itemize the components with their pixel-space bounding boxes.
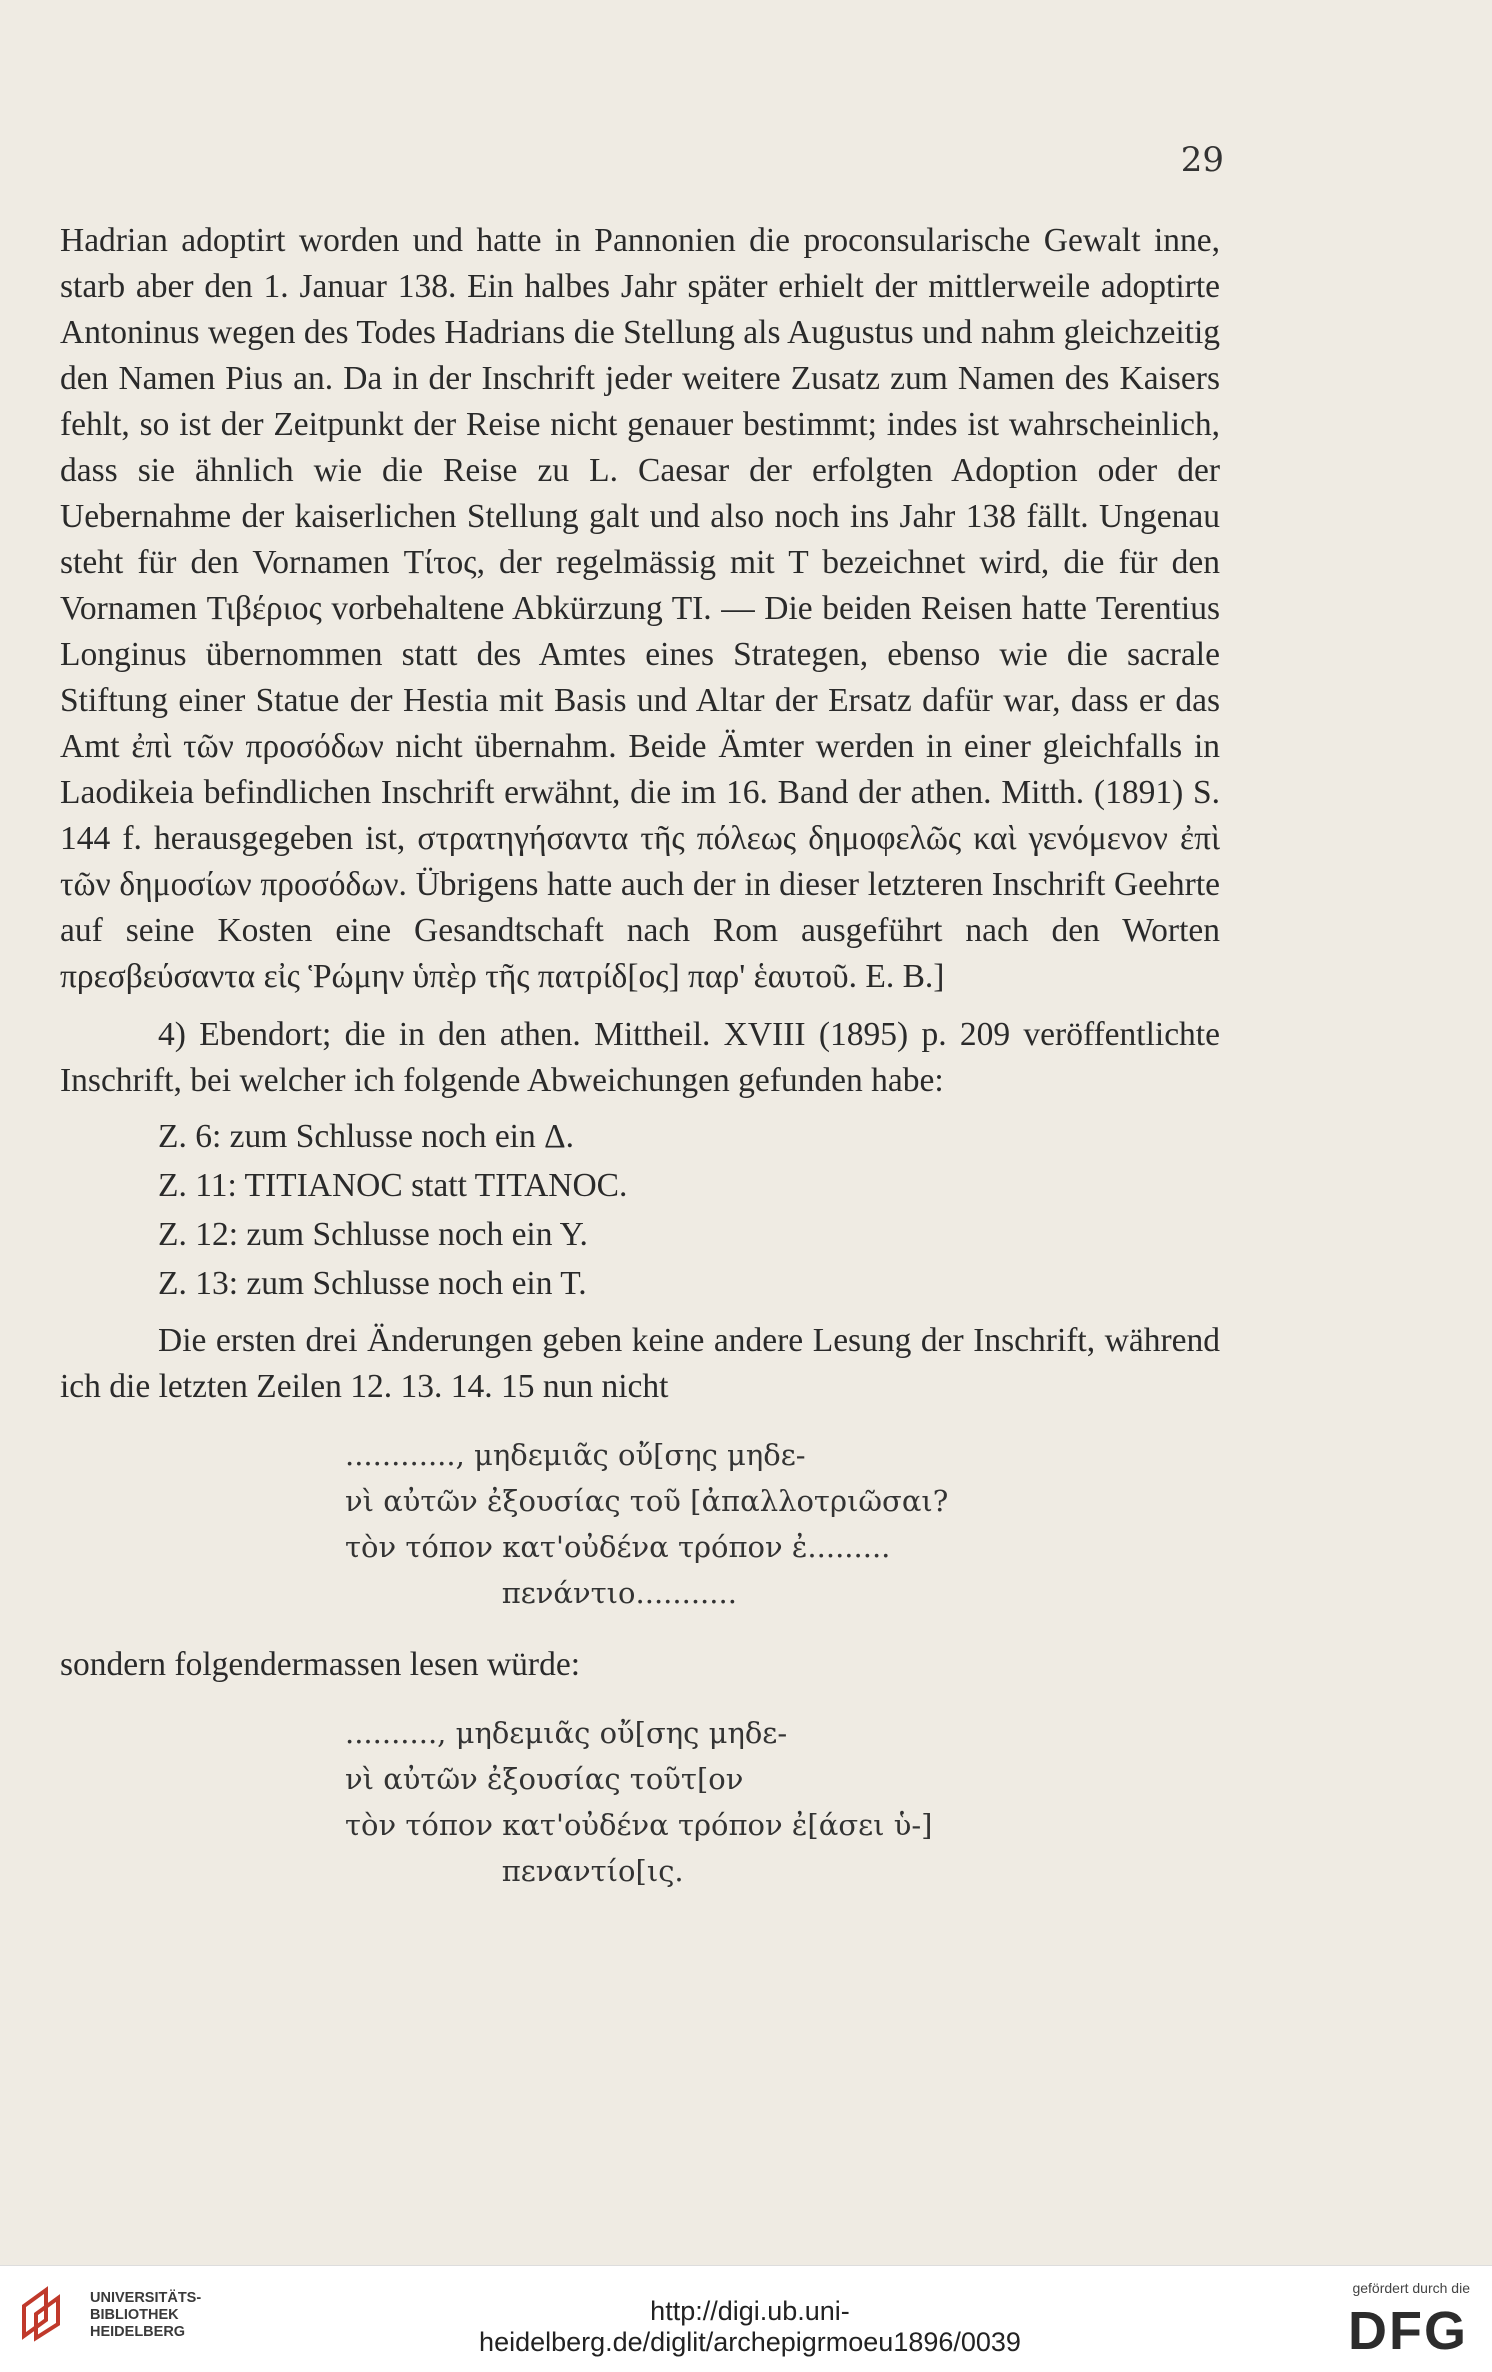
paragraph-4: sondern folgendermassen lesen würde: [60,1646,581,1683]
paragraph-1: Hadrian adoptirt worden und hatte in Pannonien die proconsularische Gewalt inne, starb aber den 1. Januar 138. Ein halbes Jahr später erhielt der mittlerweile adoptirte Antoninus wegen des Todes Hadrians die Stellung als Augustus und nahm gleichzeitig den Namen Pius an. Da in der Inschrift jeder weitere Zusatz zum Namen des Kaisers fehlt, so ist der Zeitpunkt der Reise nicht genauer bestimmt; indes ist wahrscheinlich, dass sie ähnlich wie die Reise zu L. Caesar der erfolgten Adoption oder der Uebernahme der kaiserlichen Stellung galt und also noch ins Jahr 138 fällt. Ungenau steht für den Vornamen Τίτος, der regelmässig mit T bezeichnet wird, die für den Vornamen Τιβέριος vorbehaltene Abkürzung TI. — Die beiden Reisen hatte Terentius Longinus übernommen statt des Amtes eines Strategen, ebenso wie die sacrale Stiftung einer Statue der Hestia mit Basis und Altar der Ersatz dafür war, dass er das Amt ἐπὶ τῶν προσόδων nicht übernahm. Beide Ämter werden in einer gleichfalls in Laodikeia befindlichen Inschrift erwähnt, die im 16. Band der athen. Mitth. (1891) S. 144 f. herausgegeben ist, στρατηγήσαντα τῆς πόλεως δημοφελῶς καὶ γενόμενον ἐπὶ τῶν δημοσίων προσόδων. Übrigens hatte auch der in dieser letzteren Inschrift Geehrte auf seine Kosten eine Gesandtschaft nach Rom ausgeführt nach den Worten πρεσβεύσαντα εἰς Ῥώμην ὑπὲρ τῆς πατρίδ[ος] παρ' ἑαυτοῦ. E. B.] [60,222,1220,995]
paragraph-2: 4) Ebendort; die in den athen. Mittheil. XVIII (1895) p. 209 veröffentlichte Inschrift, bei welcher ich folgende Abweichungen gefunden habe: [60,1016,1220,1099]
inscription-line: τὸν τόπον κατ'οὐδένα τρόπον ἐ[άσει ὑ-] [345,1808,933,1842]
footer-bar [0,2265,1492,2372]
list-item: Z. 12: zum Schlusse noch ein Y. [158,1216,588,1253]
greek-inscription-corrected [345,1710,1220,1894]
library-logo-icon [18,2284,76,2342]
inscription-line: νὶ αὐτῶν ἐξουσίας τοῦ [ἀπαλλοτριῶσαι? [345,1484,949,1518]
list-item: Z. 13: zum Schlusse noch ein T. [158,1265,587,1302]
page-number: 29 [1180,140,1224,180]
body-text [60,218,1220,1920]
list-item: Z. 6: zum Schlusse noch ein Δ. [158,1118,575,1155]
funder-caption: gefördert durch die [1352,2280,1470,2296]
dfg-logo: DFG [1348,2301,1468,2361]
inscription-line: πεναντίο[ις. [345,1854,684,1888]
greek-inscription-original [345,1432,1220,1616]
inscription-line: νὶ αὐτῶν ἐξουσίας τοῦτ[ον [345,1762,744,1796]
variant-list [158,1112,1220,1308]
inscription-line: ............, μηδεμιᾶς οὔ[σης μηδε- [345,1438,806,1472]
library-name: UNIVERSITÄTS- BIBLIOTHEK HEIDELBERG [90,2290,202,2340]
paragraph-3: Die ersten drei Änderungen geben keine andere Lesung der Inschrift, während ich die letzten Zeilen 12. 13. 14. 15 nun nicht [60,1322,1220,1405]
inscription-line: τὸν τόπον κατ'οὐδένα τρόπον ἐ......... [345,1530,891,1564]
inscription-line: .........., μηδεμιᾶς οὔ[σης μηδε- [345,1716,788,1750]
permalink-url[interactable]: http://digi.ub.uni-heidelberg.de/diglit/archepigrmoeu1896/0039 [479,2296,1021,2357]
inscription-line: πενάντιο........... [345,1576,737,1610]
list-item: Z. 11: TITIANOC statt TITANOC. [158,1167,628,1204]
